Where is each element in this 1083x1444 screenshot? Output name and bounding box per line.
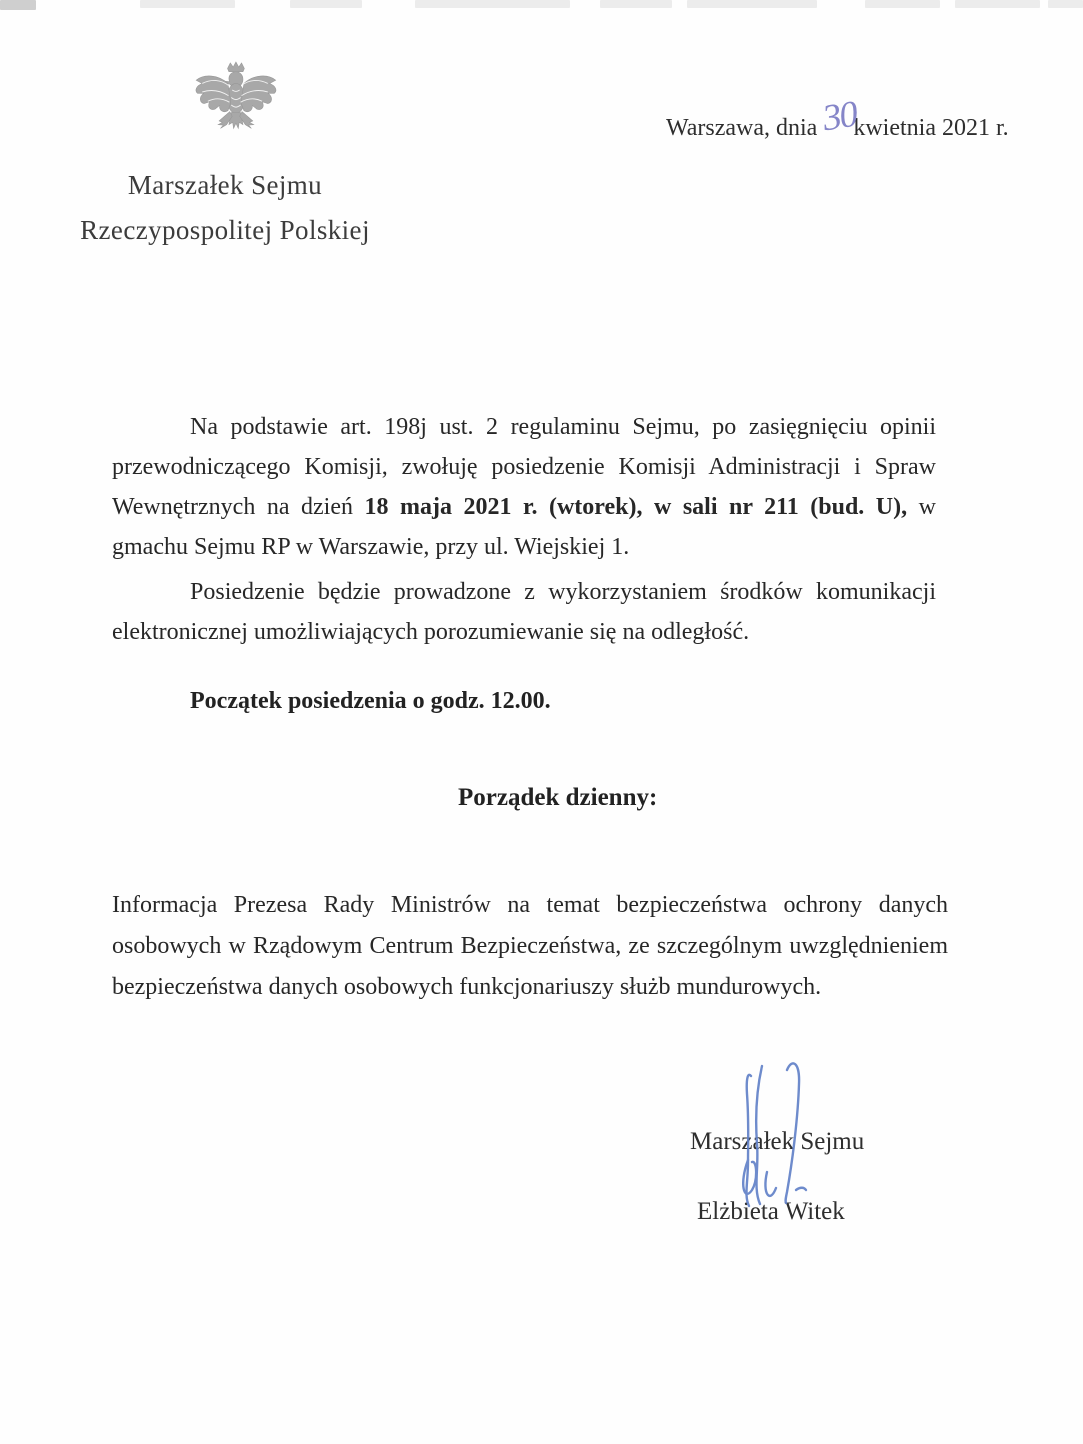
dateline-suffix: kwietnia 2021 r.: [853, 115, 1009, 141]
scan-artifact: [415, 0, 570, 8]
scan-artifact: [865, 0, 940, 8]
scan-artifact: [600, 0, 672, 8]
paragraph-remote-participation: Posiedzenie będzie prowadzone z wykorzystaniem środków komunikacji elektronicznej umożliwiających porozumiewanie się na odległość.: [112, 579, 936, 645]
signature-name: Elżbieta Witek: [697, 1198, 845, 1225]
letterhead: [55, 163, 395, 253]
agenda-item: Informacja Prezesa Rady Ministrów na temat bezpieczeństwa ochrony danych osobowych w Rządowym Centrum Bezpieczeństwa, ze szczególnym uwzględnieniem bezpieczeństwa danych osobowych funkcjonariuszy służb mundurowych.: [112, 892, 948, 1000]
handwritten-day: 30: [820, 93, 860, 140]
scan-artifact: [1048, 0, 1083, 8]
scan-artifact: [140, 0, 235, 8]
scan-artifact: [290, 0, 362, 8]
paragraph-convocation: Na podstawie art. 198j ust. 2 regulaminu Sejmu, po zasięgnięciu opinii przewodniczącego Komisji, zwołuję posiedzenie Komisji Administracji i Spraw Wewnętrznych na dzień 18 maja 2021 r. (wtorek), w sali nr 211 (bud. U), w gmachu Sejmu RP w Warszawie, przy ul. Wiejskiej 1.: [112, 414, 936, 560]
dateline: [666, 93, 1009, 142]
scan-artifact: [687, 0, 817, 8]
handwritten-signature: [724, 1054, 816, 1226]
agenda-heading: Porządek dzienny:: [458, 784, 658, 811]
scan-artifact: [955, 0, 1040, 8]
meeting-start-time: Początek posiedzenia o godz. 12.00.: [190, 688, 551, 714]
polish-eagle-emblem: [191, 58, 279, 152]
signature-role: Marszałek Sejmu: [690, 1128, 865, 1155]
letterhead-title-line1: Marszałek Sejmu: [127, 170, 323, 200]
dateline-prefix: Warszawa, dnia: [666, 115, 818, 141]
scan-artifact: [0, 0, 36, 10]
letterhead-title-line2: Rzeczypospolitej Polskiej: [80, 215, 370, 245]
